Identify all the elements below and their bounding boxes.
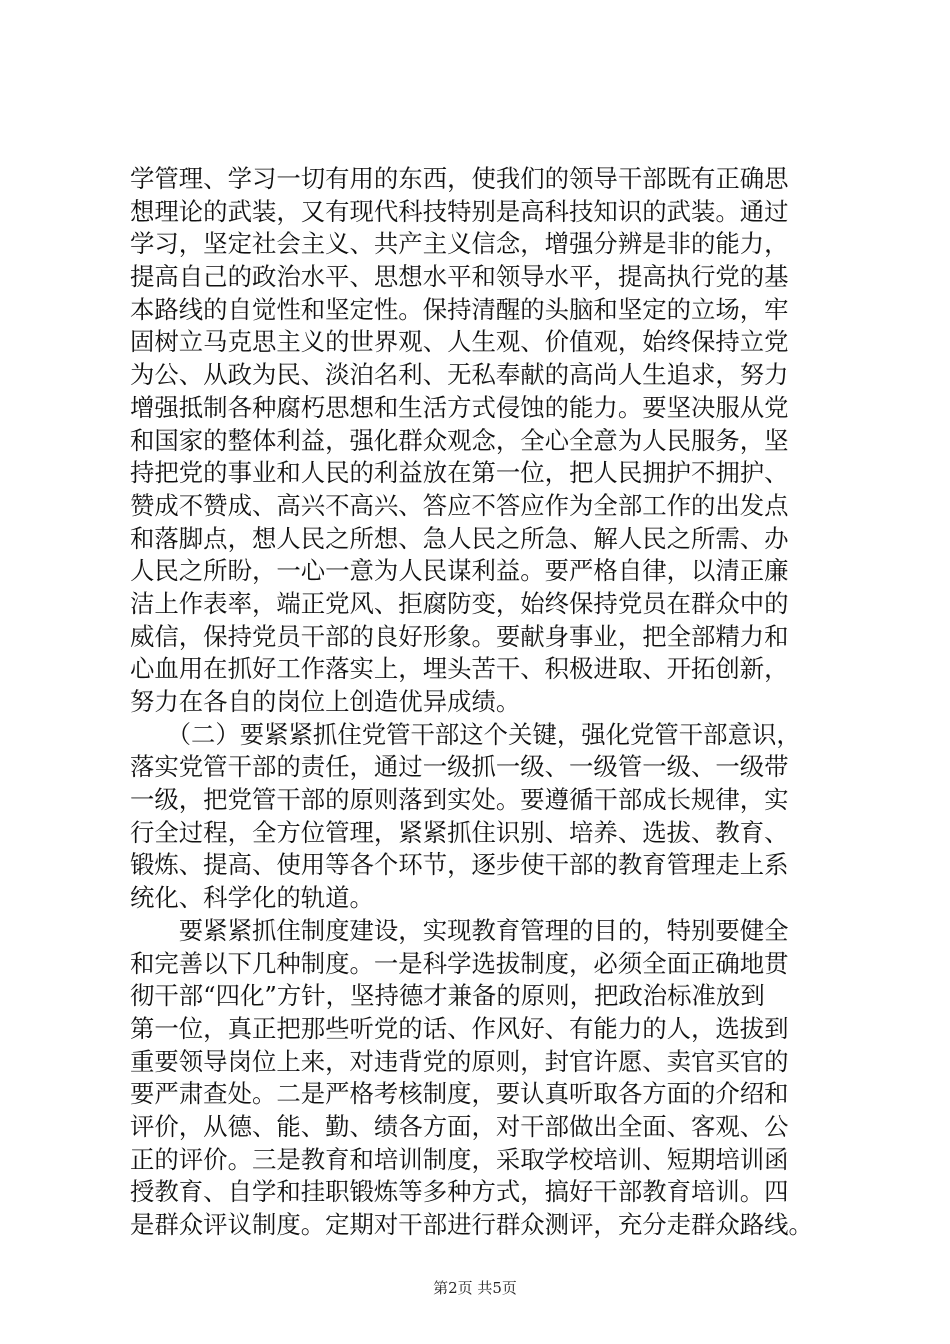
text-line: 第一位，真正把那些听党的话、作风好、有能力的人，选拔到	[130, 1013, 789, 1043]
text-line: （二）要紧紧抓住党管干部这个关键，强化党管干部意识，	[130, 719, 801, 749]
text-line: 努力在各自的岗位上创造优异成绩。	[130, 687, 521, 716]
text-line: 持把党的事业和人民的利益放在第一位，把人民拥护不拥护、	[130, 458, 789, 488]
text-line: 和落脚点，想人民之所想、急人民之所急、解人民之所需、办	[130, 523, 789, 553]
text-line: 锻炼、提高、使用等各个环节，逐步使干部的教育管理走上系	[130, 850, 789, 880]
text-line: 固树立马克思主义的世界观、人生观、价值观，始终保持立党	[130, 327, 789, 357]
text-line: 要紧紧抓住制度建设，实现教育管理的目的，特别要健全	[130, 915, 789, 945]
text-line: 统化、科学化的轨道。	[130, 883, 374, 913]
document-body	[130, 163, 830, 1242]
text-line: 学管理、学习一切有用的东西，使我们的领导干部既有正确思	[130, 164, 789, 193]
text-line: 落实党管干部的责任，通过一级抓一级、一级管一级、一级带	[130, 752, 789, 782]
text-line: 要严肃查处。二是严格考核制度，要认真听取各方面的介绍和	[130, 1079, 789, 1109]
text-line: 授教育、自学和挂职锻炼等多种方式，搞好干部教育培训。四	[130, 1177, 789, 1207]
text-line: 正的评价。三是教育和培训制度，采取学校培训、短期培训函	[130, 1144, 789, 1174]
text-line: 一级，把党管干部的原则落到实处。要遵循干部成长规律，实	[130, 785, 789, 815]
text-line: 增强抵制各种腐朽思想和生活方式侵蚀的能力。要坚决服从党	[130, 392, 789, 422]
text-line: 洁上作表率，端正党风、拒腐防变，始终保持党员在群众中的	[130, 588, 789, 618]
text-line: 和国家的整体利益，强化群众观念，全心全意为人民服务，坚	[130, 425, 789, 455]
text-line: 心血用在抓好工作落实上，埋头苦干、积极进取、开拓创新，	[130, 654, 789, 684]
text-line: 学习，坚定社会主义、共产主义信念，增强分辨是非的能力，	[130, 229, 789, 259]
text-line: 重要领导岗位上来，对违背党的原则，封官许愿、卖官买官的	[130, 1046, 789, 1076]
text-line: 人民之所盼，一心一意为人民谋利益。要严格自律，以清正廉	[130, 556, 789, 586]
text-line: 行全过程，全方位管理，紧紧抓住识别、培养、选拔、教育、	[130, 817, 789, 847]
text-line: 评价，从德、能、勤、绩各方面，对干部做出全面、客观、公	[130, 1111, 789, 1141]
page-number-footer: 第2页 共5页	[433, 1279, 517, 1297]
text-line: 为公、从政为民、淡泊名利、无私奉献的高尚人生追求，努力	[130, 360, 789, 390]
text-line: 是群众评议制度。定期对干部进行群众测评，充分走群众路线。	[130, 1210, 813, 1239]
text-line: 想理论的武装，又有现代科技特别是高科技知识的武装。通过	[130, 196, 789, 226]
text-line: 彻干部“四化”方针，坚持德才兼备的原则，把政治标准放到	[130, 981, 765, 1011]
text-line: 威信，保持党员干部的良好形象。要献身事业，把全部精力和	[130, 621, 789, 651]
text-line: 本路线的自觉性和坚定性。保持清醒的头脑和坚定的立场，牢	[130, 294, 789, 324]
text-line: 赞成不赞成、高兴不高兴、答应不答应作为全部工作的出发点	[130, 490, 789, 520]
text-line: 提高自己的政治水平、思想水平和领导水平，提高执行党的基	[130, 262, 789, 292]
text-line: 和完善以下几种制度。一是科学选拔制度，必须全面正确地贯	[130, 948, 789, 978]
